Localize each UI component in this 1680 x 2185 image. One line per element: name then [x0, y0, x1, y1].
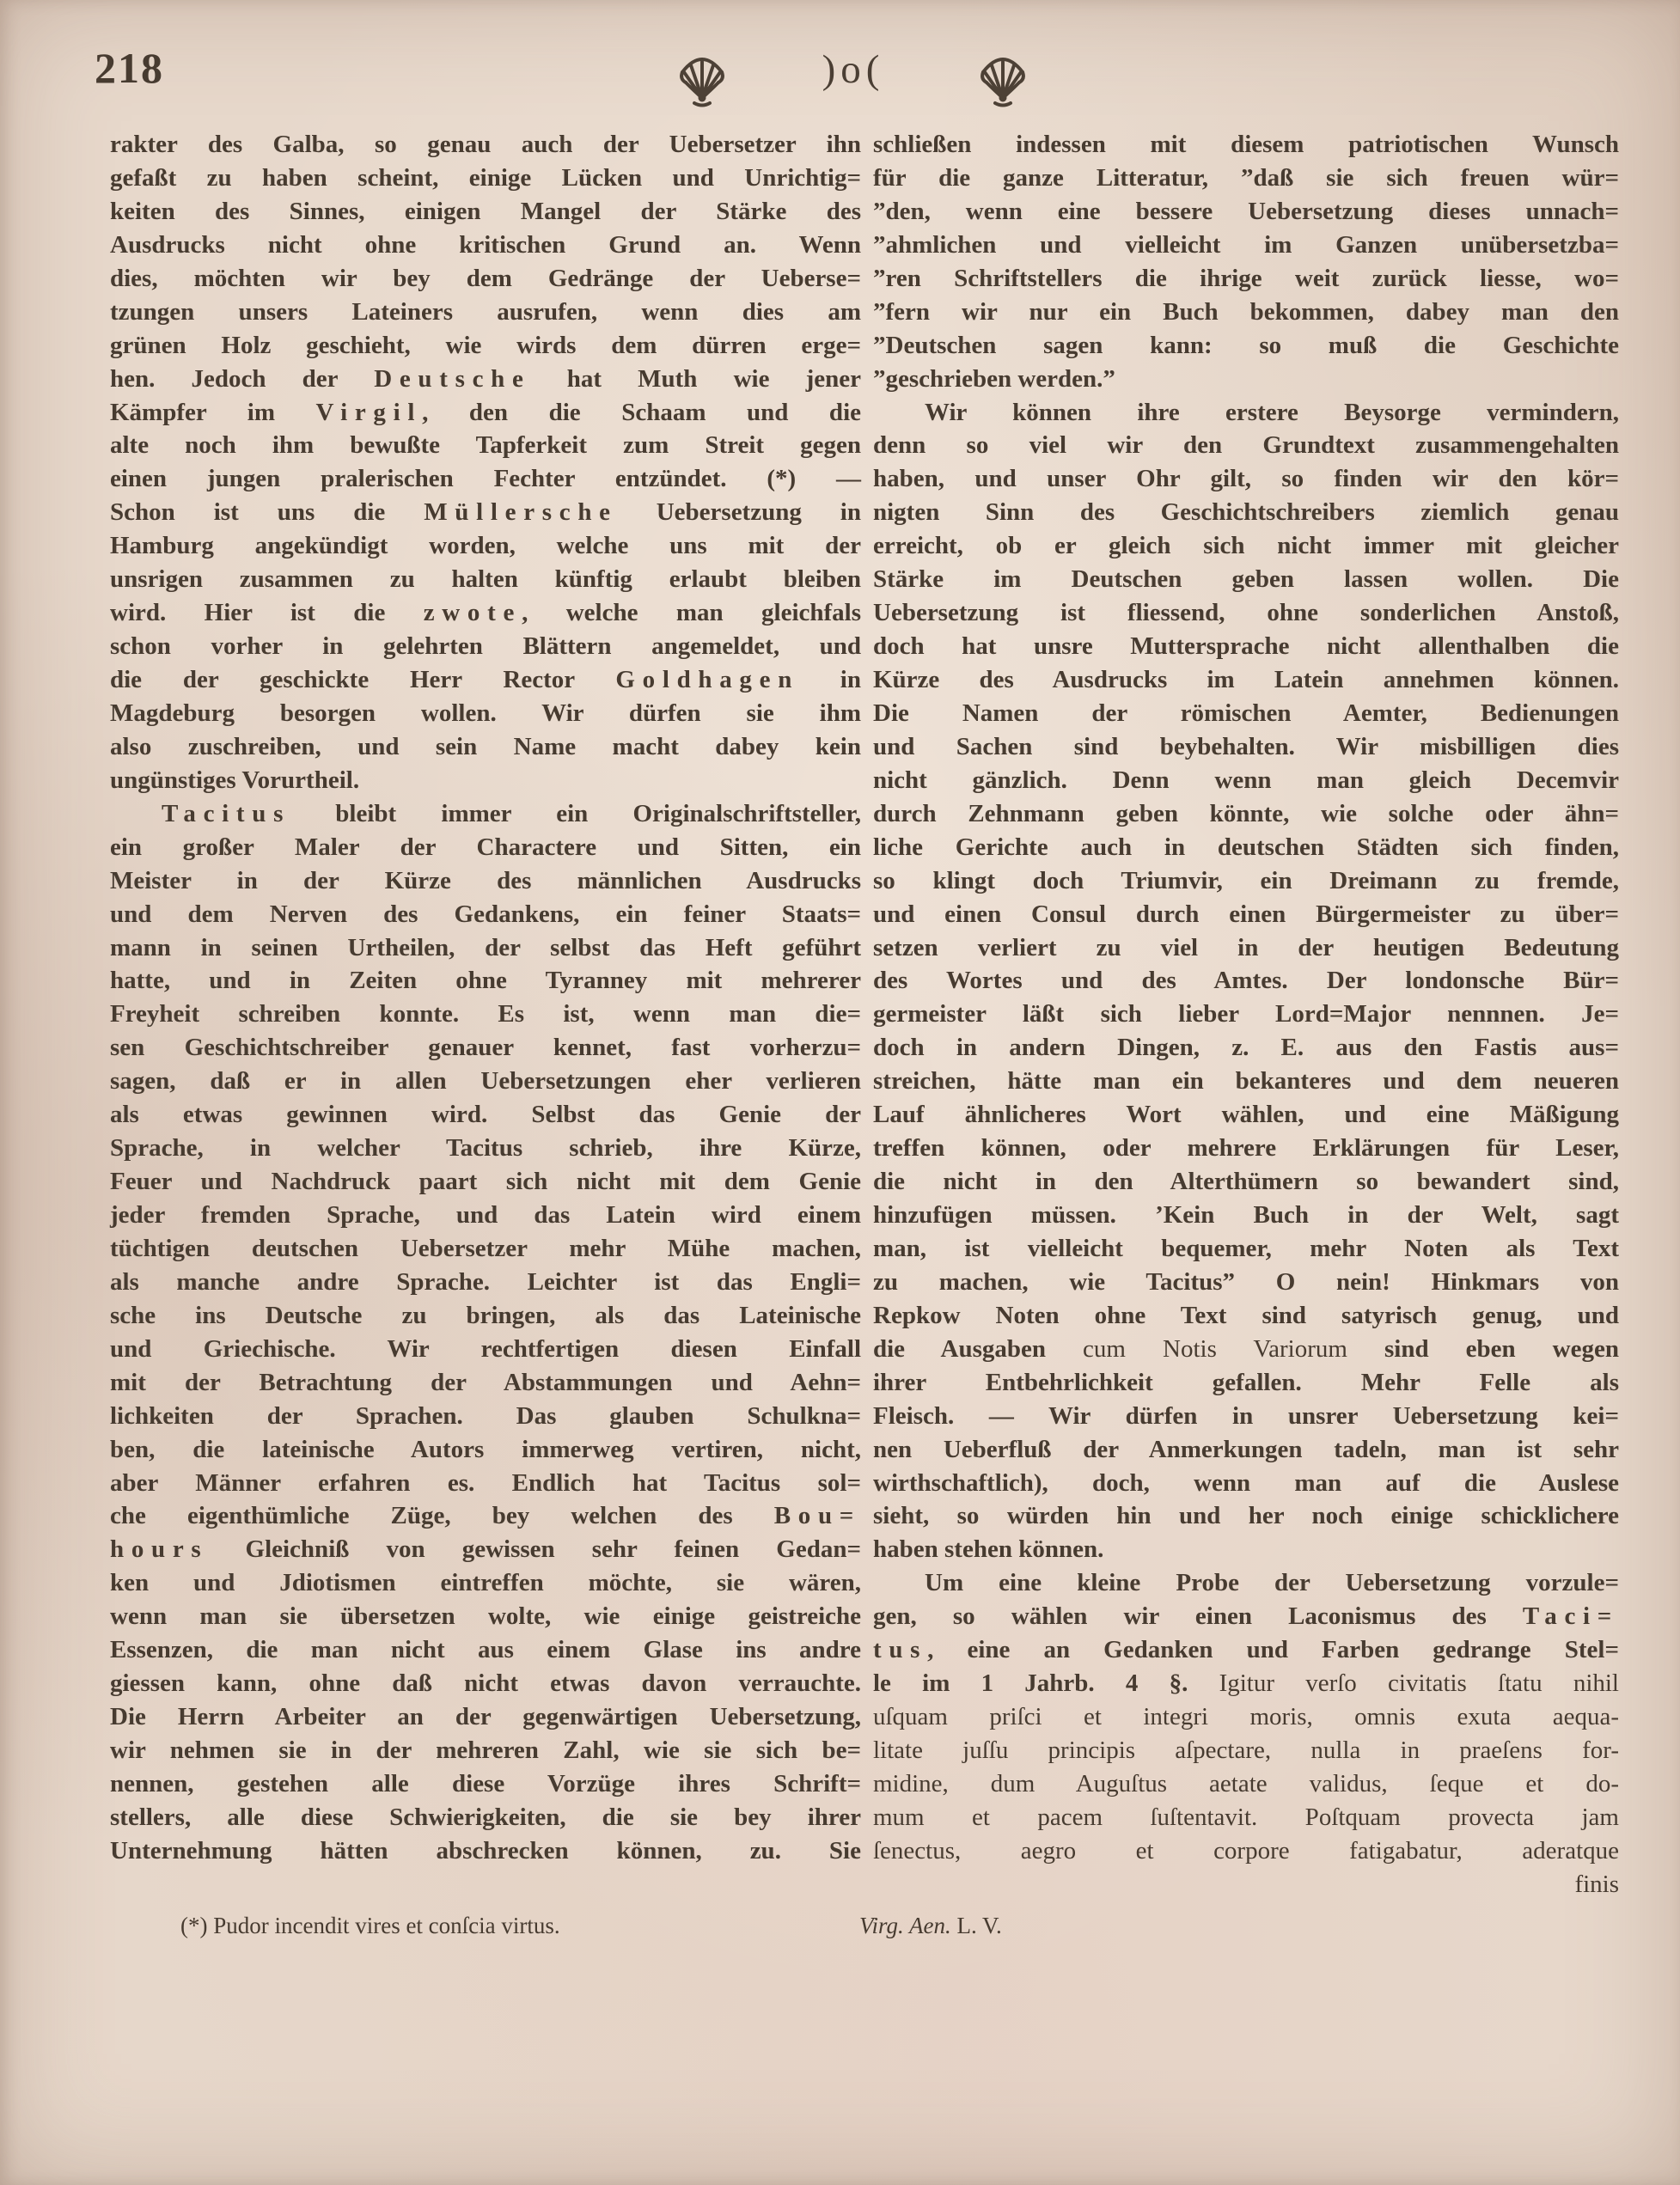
text-segment: tzungen unsers Lateiners ausrufen, wenn dies am — [110, 297, 861, 326]
text-line — [873, 1299, 1619, 1333]
text-segment: ”den, wenn eine bessere Uebersetzung dieses unnach= — [873, 197, 1619, 225]
text-segment: und einen Consul durch einen Bürgermeister zu über= — [873, 900, 1619, 928]
text-segment: Freyheit schreiben konnte. Es ist, wenn man die= — [110, 1000, 861, 1028]
text-segment: Virg. Aen. — [859, 1913, 951, 1938]
text-segment: L. V. — [950, 1913, 1002, 1938]
text-line — [873, 831, 1619, 864]
text-line — [873, 864, 1619, 898]
text-line — [110, 262, 861, 296]
text-line — [110, 296, 861, 329]
text-line — [873, 1801, 1619, 1834]
text-segment: cum Notis Variorum — [1083, 1334, 1347, 1363]
text-line — [110, 1232, 861, 1266]
text-line — [110, 1199, 861, 1232]
text-line — [873, 1333, 1619, 1366]
text-segment: haben, und unser Ohr gilt, so finden wir den kör= — [873, 465, 1619, 493]
text-line — [873, 1266, 1619, 1299]
text-segment: midine, dum Auguſtus aetate validus, ſeque et do- — [873, 1769, 1619, 1797]
text-segment: sche ins Deutsche zu bringen, als das Lateinische — [110, 1301, 861, 1329]
text-segment: setzen verliert zu viel in der heutigen Bedeutung — [873, 933, 1619, 961]
text-line — [873, 998, 1619, 1031]
text-segment: zwote — [423, 599, 522, 627]
text-segment: einen jungen pralerischen Fechter entzündet. (*) — — [110, 465, 861, 493]
text-line — [110, 831, 861, 864]
text-line — [873, 1366, 1619, 1400]
text-line — [110, 1299, 861, 1333]
text-segment: tüchtigen deutschen Uebersetzer mehr Mühe machen, — [110, 1234, 861, 1262]
text-segment: für die ganze Litteratur, ”daß sie sich freuen wür= — [873, 163, 1619, 192]
text-segment: Wir können ihre erstere Beysorge vermindern, — [925, 398, 1619, 426]
text-segment: rakter des Galba, so genau auch der Uebersetzer ihn — [110, 131, 861, 158]
text-line — [873, 496, 1619, 529]
text-line — [110, 898, 861, 931]
text-segment: mit der Betrachtung der Abstammungen und Aehn= — [110, 1368, 861, 1396]
text-line — [873, 630, 1619, 663]
text-line — [873, 1566, 1619, 1600]
text-segment: sen Geschichtschreiber genauer kennet, fast vorherzu= — [110, 1034, 861, 1062]
text-segment: Um eine kleine Probe der Uebersetzung vorzule= — [925, 1569, 1619, 1597]
text-line — [873, 462, 1619, 496]
text-segment: und Sachen sind beybehalten. Wir misbilligen dies — [873, 732, 1619, 760]
text-line — [873, 1834, 1619, 1868]
text-segment: che eigenthümliche Züge, bey welchen des — [110, 1502, 774, 1530]
text-line — [110, 864, 861, 898]
text-line — [873, 529, 1619, 563]
text-line — [873, 1533, 1619, 1566]
text-line — [110, 1132, 861, 1165]
text-line — [110, 1031, 861, 1065]
text-segment: liche Gerichte auch in deutschen Städten sich finden, — [873, 833, 1619, 861]
text-segment: in — [799, 666, 861, 693]
text-line — [110, 1366, 861, 1400]
text-segment: ihrer Entbehrlichkeit gefallen. Mehr Felle als — [873, 1368, 1619, 1396]
text-segment: hat Muth wie jener — [530, 364, 861, 393]
text-line — [110, 797, 861, 831]
text-line — [873, 195, 1619, 229]
text-segment: wenn man sie übersetzen wolte, wie einige geistreiche — [110, 1602, 861, 1631]
text-segment: Kämpfer im — [110, 398, 316, 426]
text-segment: hinzufügen müssen. ’Kein Buch in der Welt, sagt — [873, 1201, 1619, 1229]
text-segment: mum et pacem ſuſtentavit. Poſtquam provecta jam — [873, 1803, 1619, 1831]
text-line — [110, 1734, 861, 1767]
text-segment: Repkow Noten ohne Text sind satyrisch genug, und — [873, 1301, 1619, 1329]
text-line — [110, 1165, 861, 1199]
text-segment: , eine an Gedanken und Farben gedrange Stel= — [927, 1636, 1619, 1664]
text-segment: Essenzen, die man nicht aus einem Glase ins andre — [110, 1636, 861, 1664]
text-segment: mann in seinen Urtheilen, der selbst das Heft geführt — [110, 933, 861, 961]
text-segment: nigten Sinn des Geschichtschreibers ziemlich genau — [873, 498, 1619, 527]
text-segment: gen, so wählen wir einen Laconismus des — [873, 1602, 1523, 1631]
text-line — [873, 1700, 1619, 1734]
text-segment: alte noch ihm bewußte Tapferkeit zum Streit gegen — [110, 431, 861, 460]
text-segment: streichen, hätte man ein bekanteres und dem neueren — [873, 1067, 1619, 1096]
text-line — [873, 663, 1619, 697]
text-segment: bleibt immer ein Originalschriftsteller, — [290, 799, 861, 827]
left-text-column — [110, 128, 861, 1868]
text-segment: germeister läßt sich lieber Lord=Major nennnen. Je= — [873, 1000, 1619, 1028]
text-segment: wirthschaftlich), doch, wenn man auf die Auslese — [873, 1468, 1619, 1497]
text-segment: Deutsche — [374, 364, 531, 393]
text-line — [873, 1232, 1619, 1266]
text-segment: nennen, gestehen alle diese Vorzüge ihres Schrift= — [110, 1769, 861, 1797]
text-segment: Ausdrucks nicht ohne kritischen Grund an. Wenn — [110, 230, 861, 259]
text-line — [873, 764, 1619, 797]
text-segment: sind eben wegen — [1347, 1334, 1619, 1363]
text-segment: ben, die lateinische Autors immerweg vertiren, nicht, — [110, 1435, 861, 1463]
text-line — [873, 1199, 1619, 1232]
gathering-signature-mark: )o( — [822, 47, 885, 92]
text-segment: Kürze des Ausdrucks im Latein annehmen können. — [873, 666, 1619, 693]
text-segment: als etwas gewinnen wird. Selbst das Genie der — [110, 1101, 861, 1129]
text-segment: jeder fremden Sprache, und das Latein wird einem — [110, 1201, 861, 1229]
text-line — [110, 195, 861, 229]
text-segment: doch hat unsre Muttersprache nicht allenthalben die — [873, 632, 1619, 661]
text-line — [110, 1834, 861, 1868]
shell-fleuron-icon — [974, 53, 1031, 108]
text-line — [873, 1400, 1619, 1433]
text-line — [110, 363, 861, 396]
text-segment: keiten des Sinnes, einigen Mangel der Stärke des — [110, 197, 861, 225]
text-segment: so klingt doch Triumvir, ein Dreimann zu fremde, — [873, 866, 1619, 894]
text-segment: ken und Jdiotismen eintreffen möchte, sie wären, — [110, 1569, 861, 1597]
text-line — [110, 496, 861, 529]
text-segment: Goldhagen — [615, 666, 800, 693]
text-segment: ”geschrieben werden.” — [873, 364, 1115, 393]
text-line — [873, 1667, 1619, 1700]
text-segment: Feuer und Nachdruck paart sich nicht mit dem Genie — [110, 1168, 861, 1196]
text-line — [110, 429, 861, 462]
text-segment: (*) Pudor incendit vires et conſcia virtus. — [180, 1913, 560, 1938]
text-segment: Tacitus — [162, 799, 291, 827]
text-line — [873, 697, 1619, 730]
text-segment: ”ren Schriftstellers die ihrige weit zurück liesse, wo= — [873, 264, 1619, 292]
text-line — [110, 1801, 861, 1834]
text-line — [873, 1734, 1619, 1767]
text-line — [110, 1433, 861, 1467]
text-line — [110, 1333, 861, 1366]
text-line — [110, 998, 861, 1031]
text-segment: Meister in der Kürze des männlichen Ausdrucks — [110, 866, 861, 894]
text-line — [110, 229, 861, 262]
text-segment: sieht, so würden hin und her noch einige schicklichere — [873, 1502, 1619, 1530]
text-segment: Stärke im Deutschen geben lassen wollen. Die — [873, 565, 1619, 594]
text-line — [873, 596, 1619, 630]
text-segment: Hamburg angekündigt worden, welche uns mit der — [110, 532, 861, 560]
text-line — [110, 162, 861, 195]
text-segment: Schon ist uns die — [110, 498, 425, 527]
text-line — [110, 596, 861, 630]
text-segment: wir nehmen sie in der mehreren Zahl, wie sie sich be= — [110, 1736, 861, 1764]
text-segment: ”Deutschen sagen kann: so muß die Geschichte — [873, 331, 1619, 359]
text-line — [110, 1065, 861, 1098]
text-segment: sagen, daß er in allen Uebersetzungen eher verlieren — [110, 1067, 861, 1096]
footnote-text — [180, 1913, 560, 1939]
text-line — [873, 262, 1619, 296]
text-segment: Uebersetzung ist fliessend, ohne sonderlichen Anstoß, — [873, 599, 1619, 627]
text-line — [873, 1031, 1619, 1065]
text-line — [873, 162, 1619, 195]
text-line — [873, 1868, 1619, 1901]
text-segment: le im 1 Jahrb. 4 §. — [873, 1669, 1219, 1698]
text-segment: Uebersetzung in — [617, 498, 861, 527]
text-line — [110, 931, 861, 965]
text-segment: ”ahmlichen und vielleicht im Ganzen unübersetzba= — [873, 230, 1619, 259]
text-segment: nicht gänzlich. Denn wenn man gleich Decemvir — [873, 766, 1619, 794]
text-segment: schon vorher in gelehrten Blättern angemeldet, und — [110, 632, 861, 661]
text-segment: schließen indessen mit diesem patriotischen Wunsch — [873, 131, 1619, 158]
footnote-row — [0, 1913, 1680, 1964]
text-line — [873, 1499, 1619, 1533]
text-segment: die nicht in den Alterthümern so bewandert sind, — [873, 1168, 1619, 1196]
text-segment: ein großer Maler der Charactere und Sitten, ein — [110, 833, 861, 861]
text-segment: nen Ueberfluß der Anmerkungen tadeln, man ist sehr — [873, 1435, 1619, 1463]
text-line — [873, 296, 1619, 329]
text-segment: Die Namen der römischen Aemter, Bedienungen — [873, 699, 1619, 727]
text-line — [873, 1165, 1619, 1199]
text-segment: man, ist vielleicht bequemer, mehr Noten als Text — [873, 1234, 1619, 1262]
text-line — [110, 329, 861, 363]
text-line — [873, 1467, 1619, 1500]
text-segment: Bou= — [773, 1502, 861, 1530]
text-line — [110, 1700, 861, 1734]
text-segment: litate juſſu principis aſpectare, nulla in praeſens for- — [873, 1736, 1619, 1764]
text-line — [873, 898, 1619, 931]
text-line — [110, 529, 861, 563]
text-line — [110, 764, 861, 797]
text-segment: , welche man gleichfals — [522, 599, 862, 627]
text-segment: erreicht, ob er gleich sich nicht immer mit gleicher — [873, 532, 1619, 560]
text-line — [110, 730, 861, 764]
text-line — [110, 1566, 861, 1600]
text-segment: unsrigen zusammen zu halten künftig erlaubt bleiben — [110, 565, 861, 594]
text-line — [110, 1667, 861, 1700]
text-segment: des Wortes und des Amtes. Der londonsche Bür= — [873, 967, 1619, 995]
text-segment: zu machen, wie Tacitus” O nein! Hinkmars von — [873, 1267, 1619, 1296]
shell-fleuron-icon — [674, 53, 730, 108]
text-line — [873, 563, 1619, 596]
text-line — [873, 964, 1619, 998]
text-segment: ungünstiges Vorurtheil. — [110, 766, 360, 794]
text-segment: stellers, alle diese Schwierigkeiten, die sie bey ihrer — [110, 1803, 861, 1831]
text-line — [110, 697, 861, 730]
text-segment: grünen Holz geschieht, wie wirds dem dürren erge= — [110, 331, 861, 359]
text-line — [873, 1433, 1619, 1467]
text-line — [873, 329, 1619, 363]
text-line — [873, 396, 1619, 430]
text-segment: durch Zehnmann geben könnte, wie solche oder ähn= — [873, 799, 1619, 827]
text-line — [873, 1633, 1619, 1667]
text-line — [873, 429, 1619, 462]
text-line — [110, 1098, 861, 1132]
text-line — [110, 1499, 861, 1533]
text-segment: giessen kann, ohne daß nicht etwas davon verrauchte. — [110, 1669, 861, 1698]
text-segment: ”fern wir nur ein Buch bekommen, dabey man den — [873, 297, 1619, 326]
text-line — [110, 630, 861, 663]
text-segment: Taci= — [1522, 1602, 1619, 1631]
text-line — [110, 563, 861, 596]
text-line — [110, 128, 861, 162]
text-segment: die Ausgaben — [873, 1334, 1084, 1363]
text-line — [873, 1065, 1619, 1098]
text-segment: Igitur verſo civitatis ſtatu nihil — [1219, 1669, 1619, 1698]
right-text-column — [873, 128, 1619, 1901]
text-line — [873, 730, 1619, 764]
text-segment: doch in andern Dingen, z. E. aus den Fastis aus= — [873, 1034, 1619, 1062]
text-line — [110, 964, 861, 998]
text-segment: gefaßt zu haben scheint, einige Lücken und Unrichtig= — [110, 163, 861, 192]
text-line — [110, 1467, 861, 1500]
text-line — [110, 462, 861, 496]
text-line — [873, 1132, 1619, 1165]
text-segment: Virgil — [315, 398, 423, 426]
text-segment: hen. Jedoch der — [110, 364, 375, 393]
text-segment: wird. Hier ist die — [110, 599, 424, 627]
text-segment: uſquam priſci et integri moris, omnis exuta aequa- — [873, 1703, 1619, 1731]
text-line — [110, 396, 861, 430]
text-segment: haben stehen können. — [873, 1535, 1104, 1564]
text-segment: Unternehmung hätten abschrecken können, zu. Sie — [110, 1836, 861, 1865]
text-segment: tus — [873, 1636, 928, 1664]
text-segment: hours — [110, 1535, 209, 1564]
text-line — [110, 1767, 861, 1801]
text-segment: die der geschickte Herr Rector — [110, 666, 616, 693]
text-segment: dies, möchten wir bey dem Gedränge der Ueberse= — [110, 264, 861, 292]
text-segment: lichkeiten der Sprachen. Das glauben Schulkna= — [110, 1401, 861, 1430]
text-segment: und dem Nerven des Gedankens, ein feiner Staats= — [110, 900, 861, 928]
text-segment: Gleichniß von gewissen sehr feinen Gedan= — [208, 1535, 861, 1564]
text-line — [873, 931, 1619, 965]
text-line — [110, 1633, 861, 1667]
text-segment: also zuschreiben, und sein Name macht dabey kein — [110, 732, 861, 760]
text-segment: Die Herrn Arbeiter an der gegenwärtigen Uebersetzung, — [110, 1703, 861, 1731]
text-segment: Fleisch. — Wir dürfen in unsrer Uebersetzung kei= — [873, 1401, 1619, 1430]
text-line — [110, 1266, 861, 1299]
text-line — [873, 1767, 1619, 1801]
text-line — [110, 1400, 861, 1433]
text-line — [110, 663, 861, 697]
text-line — [110, 1533, 861, 1566]
footnote-source — [859, 1913, 1002, 1939]
page-number: 218 — [95, 44, 164, 92]
text-segment: hatte, und in Zeiten ohne Tyranney mit mehrerer — [110, 967, 861, 995]
text-segment: Lauf ähnlicheres Wort wählen, und eine Mäßigung — [873, 1101, 1619, 1129]
text-segment: , den die Schaam und die — [422, 398, 861, 426]
text-segment: Sprache, in welcher Tacitus schrieb, ihre Kürze, — [110, 1134, 861, 1163]
text-segment: finis — [1574, 1870, 1619, 1898]
text-segment: denn so viel wir den Grundtext zusammengehalten — [873, 431, 1619, 460]
text-segment: aber Männer erfahren es. Endlich hat Tacitus sol= — [110, 1468, 861, 1497]
text-line — [873, 363, 1619, 396]
text-line — [110, 1600, 861, 1633]
text-segment: Magdeburg besorgen wollen. Wir dürfen sie ihm — [110, 699, 861, 727]
text-line — [873, 797, 1619, 831]
text-line — [873, 128, 1619, 162]
text-segment: Müllersche — [424, 498, 618, 527]
text-segment: treffen können, oder mehrere Erklärungen für Leser, — [873, 1134, 1619, 1163]
text-line — [873, 1098, 1619, 1132]
text-line — [873, 1600, 1619, 1633]
text-line — [873, 229, 1619, 262]
text-segment: als manche andre Sprache. Leichter ist das Engli= — [110, 1267, 861, 1296]
text-segment: und Griechische. Wir rechtfertigen diesen Einfall — [110, 1334, 861, 1363]
text-segment: ſenectus, aegro et corpore fatigabatur, aderatque — [873, 1836, 1619, 1865]
